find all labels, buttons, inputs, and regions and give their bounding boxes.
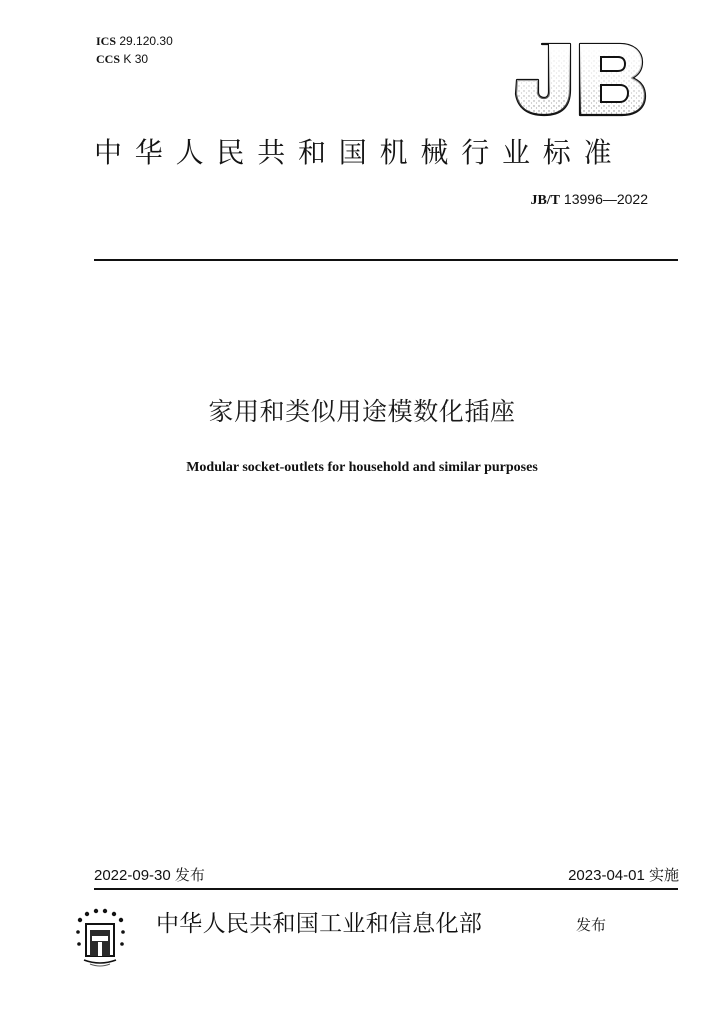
implementation-date: 2023-04-01 实施 (568, 867, 679, 884)
issuer-suffix: 发布 (576, 916, 607, 934)
document-title-cn: 家用和类似用途模数化插座 (208, 397, 516, 426)
document-title-en: Modular socket-outlets for household and similar purposes (186, 460, 538, 475)
jb-logo (508, 40, 648, 118)
standard-number-prefix: JB/T (530, 193, 561, 208)
issue-date: 2022-09-30 发布 (94, 867, 205, 884)
ccs-code (96, 52, 148, 66)
standard-number (530, 190, 648, 210)
ics-label: ICS (96, 34, 117, 48)
issuer-name: 中华人民共和国工业和信息化部 (156, 911, 483, 937)
ccs-label: CCS (96, 52, 121, 66)
jb-logo-text: JB (508, 40, 510, 41)
ics-code (96, 34, 173, 48)
footer-divider (94, 888, 678, 890)
ics-value: 29.120.30 (119, 34, 173, 48)
standard-type-heading: 中华人民共和国机械行业标准 (94, 136, 625, 169)
standard-number-value: 13996—2022 (563, 191, 648, 207)
ccs-value: K 30 (123, 52, 149, 66)
header-divider (94, 259, 678, 261)
ministry-seal-logo (72, 906, 128, 970)
